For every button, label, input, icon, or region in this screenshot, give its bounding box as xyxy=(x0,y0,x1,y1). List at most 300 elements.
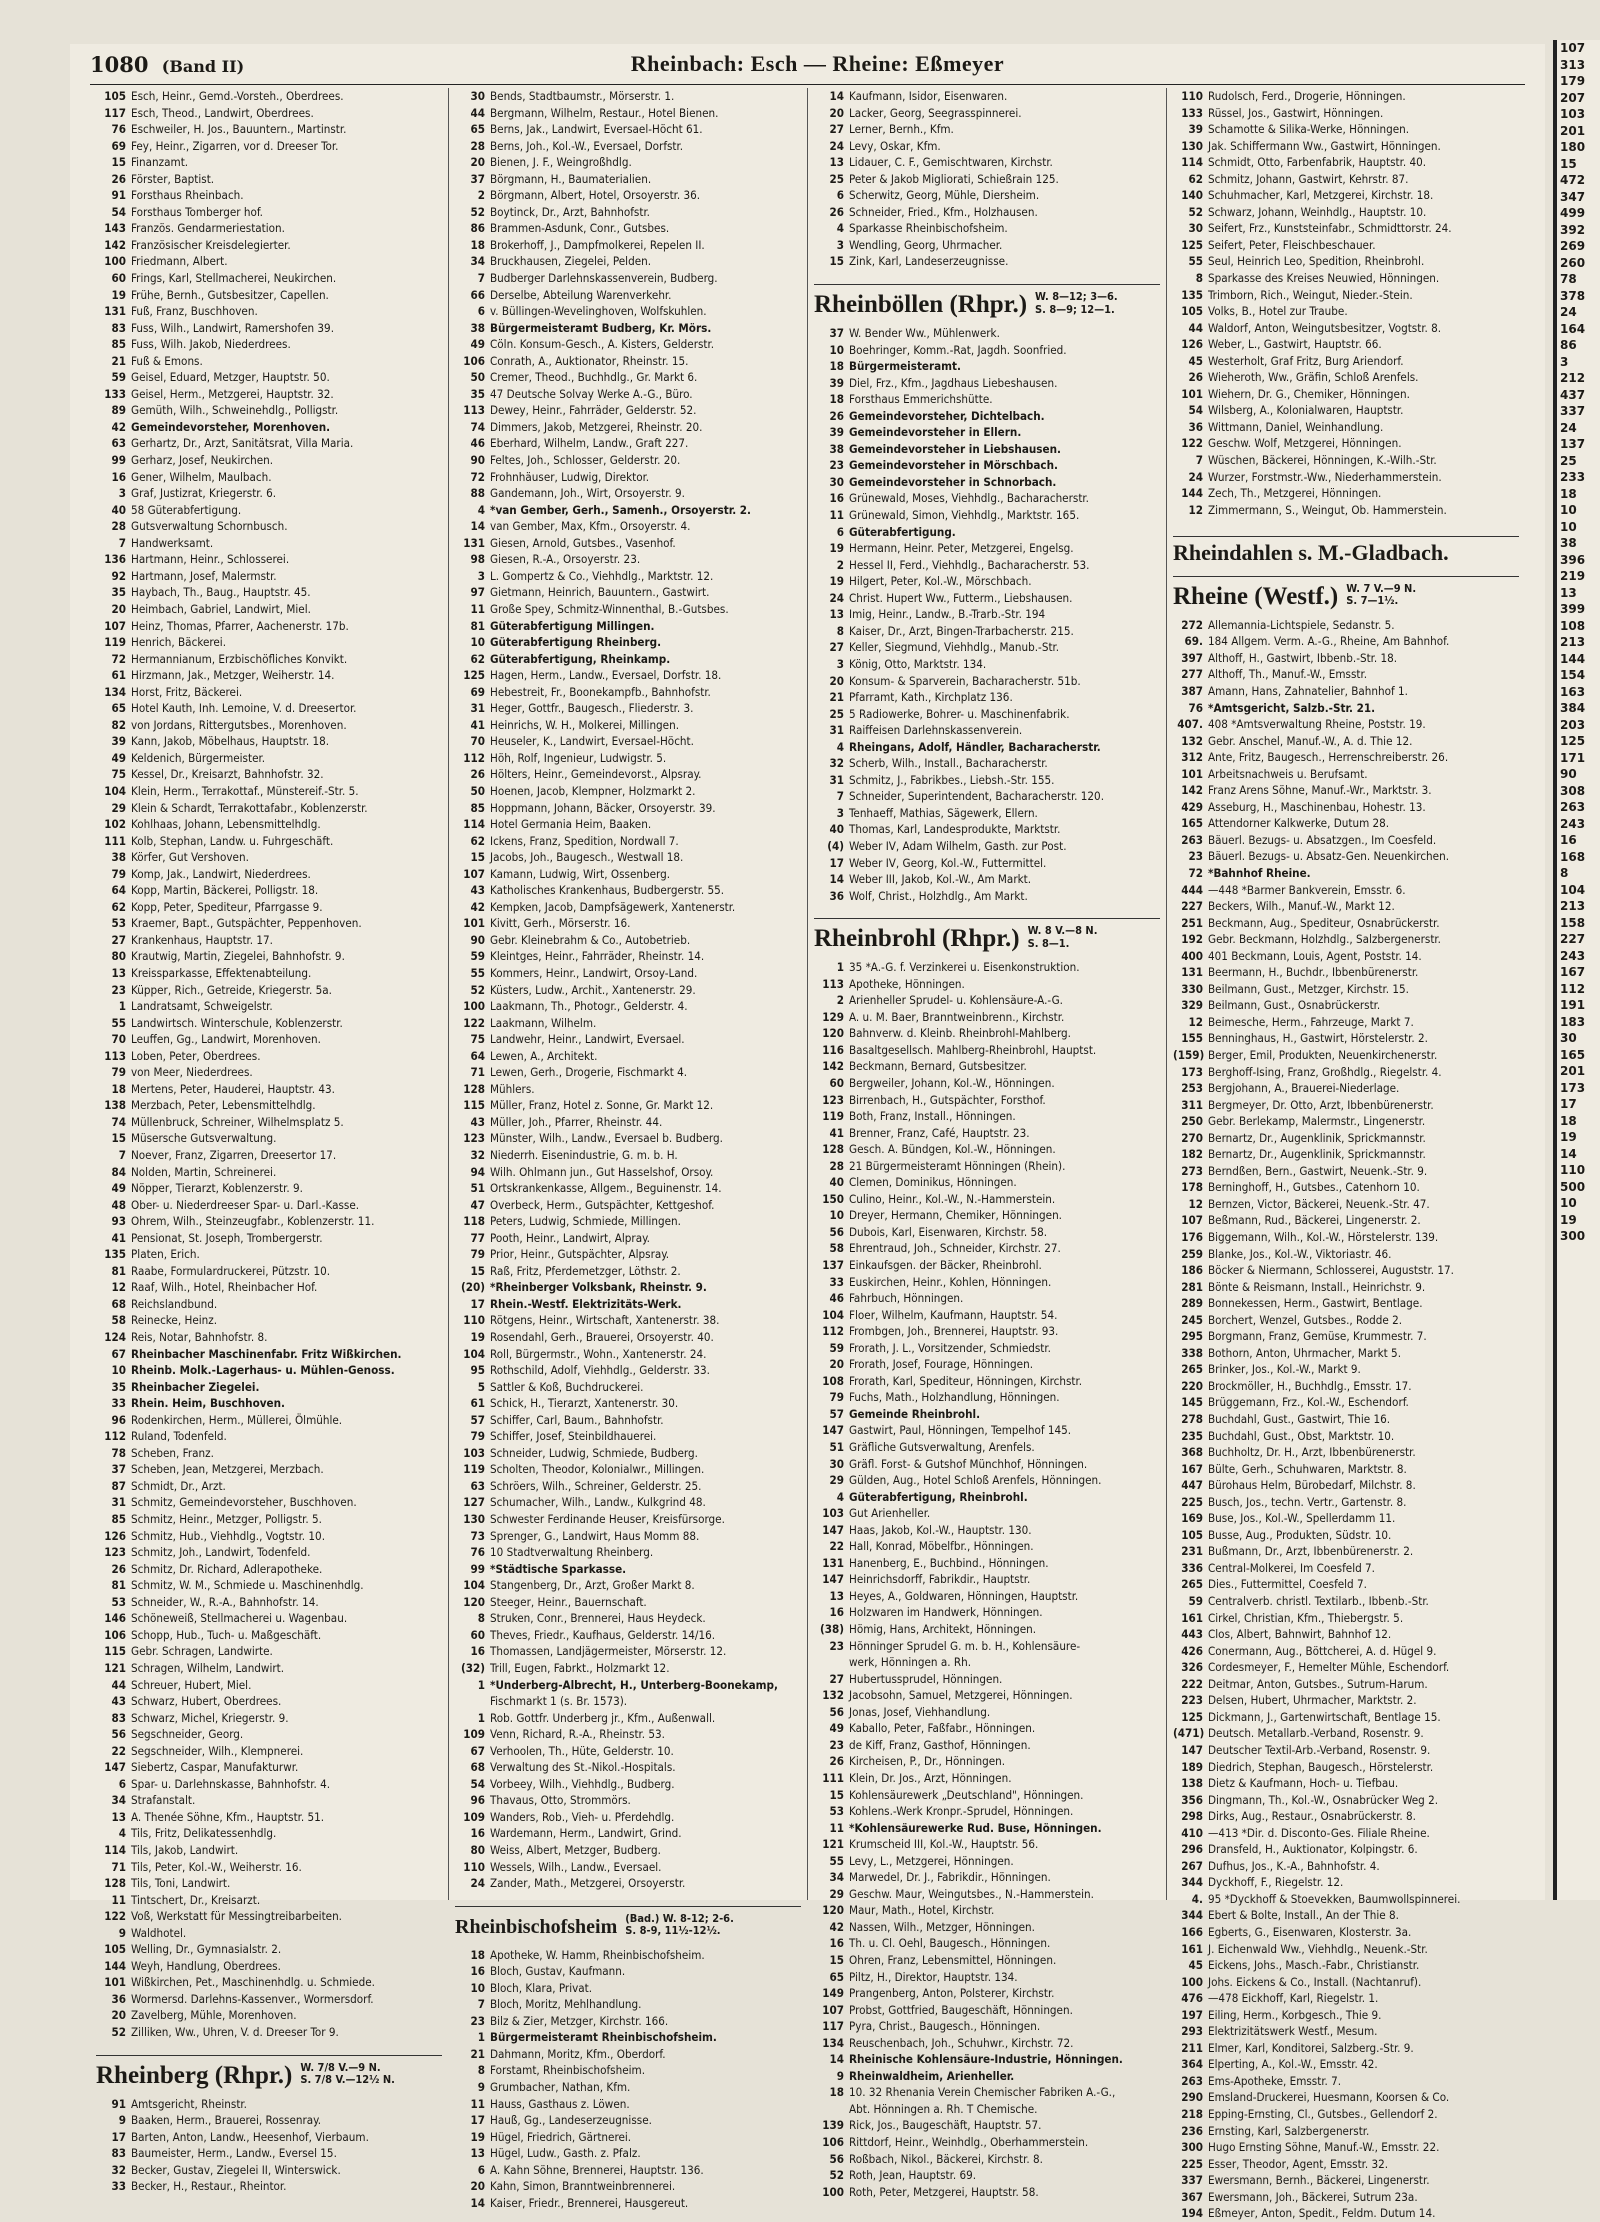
directory-entry xyxy=(96,2162,442,2179)
phone-number: 6 xyxy=(836,188,844,203)
subscriber-name: 184 Allgem. Verm. A.-G., Rheine, Am Bahnhof. xyxy=(1208,634,1450,649)
subscriber-name: Borgmann, Franz, Gemüse, Krummestr. 7. xyxy=(1208,1329,1427,1344)
subscriber-name: Heimbach, Gabriel, Landwirt, Miel. xyxy=(131,601,311,616)
directory-entry xyxy=(1173,105,1519,122)
phone-number: 30 xyxy=(470,89,485,103)
directory-entry xyxy=(96,866,442,883)
directory-entry xyxy=(814,1240,1160,1257)
subscriber-name: Dransfeld, H., Auktionator, Kolpingstr. 6. xyxy=(1208,1842,1418,1857)
phone-number: 105 xyxy=(104,89,126,103)
phone-number: 137 xyxy=(822,1258,844,1272)
phone-number: 105 xyxy=(104,1942,126,1957)
phone-number: 3 xyxy=(836,805,844,820)
phone-number: 39 xyxy=(111,734,126,749)
phone-number: 120 xyxy=(822,1903,844,1918)
subscriber-name: Bürohaus Helm, Bürobedarf, Milchstr. 8. xyxy=(1208,1478,1416,1493)
subscriber-name: Conrath, A., Auktionator, Rheinstr. 15. xyxy=(490,353,689,368)
directory-entry xyxy=(814,788,1160,805)
directory-entry xyxy=(814,1058,1160,1075)
subscriber-name: Becker, H., Restaur., Rheintor. xyxy=(131,2179,287,2194)
phone-number: 62 xyxy=(470,651,485,666)
subscriber-name: Zech, Th., Metzgerei, Hönningen. xyxy=(1208,486,1382,501)
phone-number: 55 xyxy=(111,1015,126,1030)
directory-entry xyxy=(455,833,801,850)
subscriber-name: Sparkasse des Kreises Neuwied, Hönningen. xyxy=(1208,271,1440,286)
directory-entry xyxy=(1173,1990,1519,2007)
subscriber-name: Schwarz, Johann, Weinhdlg., Hauptstr. 10. xyxy=(1208,204,1427,219)
subscriber-name: Peter & Jakob Migliorati, Schießrain 125. xyxy=(849,171,1059,186)
column-3 xyxy=(808,88,1167,2199)
subscriber-name: Fuß, Franz, Buschhoven. xyxy=(131,304,258,319)
directory-entry xyxy=(1173,1179,1519,1196)
phone-number: 74 xyxy=(111,1114,126,1129)
phone-number: 298 xyxy=(1181,1809,1203,1824)
directory-entry xyxy=(1173,1361,1519,1378)
subscriber-name: 58 Güterabfertigung. xyxy=(131,502,242,517)
subscriber-name: Seifert, Peter, Fleischbeschauer. xyxy=(1208,237,1376,252)
phone-number: 59 xyxy=(111,370,126,385)
subscriber-name: Heinrichs, W. H., Molkerei, Millingen. xyxy=(490,717,680,732)
phone-number: 92 xyxy=(111,568,126,583)
subscriber-name: Krankenhaus, Hauptstr. 17. xyxy=(131,932,273,947)
directory-entry xyxy=(814,1307,1160,1324)
subscriber-name: Pensionat, St. Joseph, Trombergerstr. xyxy=(131,1230,323,1245)
subscriber-name: Bends, Stadtbaumstr., Mörserstr. 1. xyxy=(490,89,675,103)
directory-entry xyxy=(1173,848,1519,865)
subscriber-name: Klein, Herm., Terrakottaf., Münstereif.-Str. 5. xyxy=(131,783,359,798)
subscriber-name: Segschneider, Georg. xyxy=(131,1727,244,1742)
phone-number: 344 xyxy=(1181,1908,1203,1923)
subscriber-name: Centralverb. christl. Textilarb., Ibbenb.-Str. xyxy=(1208,1594,1429,1609)
phone-number: 22 xyxy=(111,1743,126,1758)
phone-number: 69 xyxy=(470,684,485,699)
directory-entry xyxy=(814,1803,1160,1820)
directory-entry xyxy=(1173,386,1519,403)
phone-number: 81 xyxy=(111,1263,126,1278)
subscriber-name: Probst, Gottfried, Baugeschäft, Hönningen. xyxy=(849,2002,1073,2017)
phone-number: 23 xyxy=(829,1737,844,1752)
directory-entry xyxy=(455,1031,801,1048)
directory-entry xyxy=(814,2101,1160,2118)
phone-number: 19 xyxy=(829,541,844,556)
phone-number: 117 xyxy=(104,105,126,120)
phone-number: 22 xyxy=(829,1539,844,1554)
directory-entry xyxy=(455,2129,801,2146)
subscriber-name: Piltz, H., Direktor, Hauptstr. 134. xyxy=(849,1969,1018,1984)
subscriber-name: Seifert, Frz., Kunststeinfabr., Schmidttorstr. 24. xyxy=(1208,221,1452,236)
phone-number: 79 xyxy=(111,1065,126,1080)
subscriber-name: Reuschenbach, Joh., Schuhwr., Kirchstr. 72. xyxy=(849,2035,1074,2050)
directory-entry xyxy=(1173,1130,1519,1147)
directory-entry xyxy=(455,1395,801,1412)
phone-number: 65 xyxy=(470,122,485,137)
adjacent-page-number: 158 xyxy=(1560,915,1586,930)
directory-entry xyxy=(96,320,442,337)
phone-number: 7 xyxy=(118,1148,126,1162)
directory-entry xyxy=(1173,2205,1519,2222)
subscriber-name: Tils, Jakob, Landwirt. xyxy=(131,1842,239,1857)
directory-entry xyxy=(1173,2089,1519,2106)
phone-number: 166 xyxy=(1181,1924,1203,1939)
phone-number: 251 xyxy=(1181,915,1203,930)
adjacent-page-number: 165 xyxy=(1560,1047,1586,1062)
phone-number: 100 xyxy=(104,254,126,269)
phone-number: 100 xyxy=(463,999,485,1014)
directory-entry xyxy=(1173,1759,1519,1776)
subscriber-name: Arienheller Sprudel- u. Kohlensäure-A.-G. xyxy=(849,993,1063,1008)
phone-number: 27 xyxy=(829,640,844,655)
subscriber-name: Gemeindevorsteher in Schnorbach. xyxy=(849,474,1057,489)
directory-entry xyxy=(1173,2189,1519,2206)
directory-entry xyxy=(96,1031,442,1048)
subscriber-name: Kann, Jakob, Möbelhaus, Hauptstr. 18. xyxy=(131,734,330,749)
city-heading-rheine xyxy=(1173,576,1519,611)
subscriber-name: Hauss, Gasthaus z. Löwen. xyxy=(490,2096,630,2111)
phone-number: 100 xyxy=(1181,1974,1203,1989)
directory-entry xyxy=(1173,1146,1519,1163)
directory-entry xyxy=(814,573,1160,590)
subscriber-name: Deutscher Textil-Arb.-Verband, Rosenstr. 9. xyxy=(1208,1742,1431,1757)
subscriber-name: Eiling, Herm., Korbgesch., Thie 9. xyxy=(1208,2007,1382,2022)
phone-number: 21 xyxy=(111,353,126,368)
phone-number: 101 xyxy=(104,1975,126,1990)
directory-entry xyxy=(1173,766,1519,783)
subscriber-name: Steeger, Heinr., Bauernschaft. xyxy=(490,1594,647,1609)
directory-entry xyxy=(455,1710,801,1727)
phone-number: 104 xyxy=(822,1307,844,1322)
directory-entry xyxy=(814,722,1160,739)
phone-number: 126 xyxy=(104,1528,126,1543)
subscriber-name: Raiffeisen Darlehnskassenverein. xyxy=(849,723,1023,738)
phone-number: 24 xyxy=(829,138,844,153)
phone-number: 76 xyxy=(111,122,126,137)
page-number-value: 1080 xyxy=(90,51,149,77)
directory-entry xyxy=(814,524,1160,541)
phone-number: 80 xyxy=(470,1842,485,1857)
subscriber-name: Beimesche, Herm., Fahrzeuge, Markt 7. xyxy=(1208,1014,1414,1029)
hours-weekday: W. 7/8 V.—9 N. xyxy=(300,2060,381,2074)
phone-number: 18 xyxy=(470,1947,485,1962)
phone-number: 96 xyxy=(111,1412,126,1427)
directory-entry xyxy=(814,1323,1160,1340)
directory-entry xyxy=(96,452,442,469)
phone-number: 40 xyxy=(829,1175,844,1190)
directory-entry xyxy=(96,849,442,866)
directory-entry xyxy=(1173,2139,1519,2156)
directory-entry xyxy=(96,1048,442,1065)
subscriber-name: Förster, Baptist. xyxy=(131,171,215,186)
directory-entry xyxy=(814,2035,1160,2052)
subscriber-name: Einkaufsgen. der Bäcker, Rheinbrohl. xyxy=(849,1258,1042,1272)
adjacent-page-number: 213 xyxy=(1560,899,1586,913)
subscriber-name: Hügel, Friedrich, Gärtnerei. xyxy=(490,2129,632,2144)
directory-entry xyxy=(96,766,442,783)
subscriber-name: Fuss, Wilh. Jakob, Niederdrees. xyxy=(131,337,291,352)
city-name: Rheine (Westf.) xyxy=(1173,582,1339,610)
subscriber-name: Brokerhoff, J., Dampfmolkerei, Repelen II. xyxy=(490,237,705,252)
directory-entry xyxy=(455,535,801,552)
phone-number: 91 xyxy=(111,188,126,203)
city-name: Rheinberg (Rhpr.) xyxy=(96,2061,293,2089)
subscriber-name: Vorbeey, Wilh., Viehhdlg., Budberg. xyxy=(490,1776,675,1791)
subscriber-name: Berninghoff, H., Gutsbes., Catenhorn 10. xyxy=(1208,1180,1420,1195)
directory-entry xyxy=(455,1792,801,1809)
phone-number: 23 xyxy=(829,458,844,473)
phone-number: 245 xyxy=(1181,1312,1203,1327)
subscriber-name: —413 *Dir. d. Disconto-Ges. Filiale Rheine. xyxy=(1208,1825,1430,1840)
subscriber-name: 401 Beckmann, Louis, Agent, Poststr. 14. xyxy=(1208,948,1422,963)
directory-entry xyxy=(814,1290,1160,1307)
directory-entry xyxy=(814,1787,1160,1804)
phone-number: 133 xyxy=(1181,105,1203,120)
phone-number: (38) xyxy=(819,1622,844,1637)
adjacent-page-number: 168 xyxy=(1560,849,1586,864)
subscriber-name: Merzbach, Peter, Lebensmittelhdlg. xyxy=(131,1098,316,1113)
directory-entry xyxy=(1173,2023,1519,2040)
directory-entry xyxy=(1173,402,1519,419)
phone-number: 1 xyxy=(477,1710,485,1725)
directory-entry xyxy=(1173,1444,1519,1461)
directory-entry xyxy=(1173,1328,1519,1345)
phone-number: 6 xyxy=(836,524,844,539)
directory-entry xyxy=(814,1671,1160,1688)
directory-entry xyxy=(1173,815,1519,832)
phone-number: 13 xyxy=(111,965,126,980)
phone-number: 67 xyxy=(111,1346,126,1361)
directory-entry xyxy=(814,2117,1160,2134)
subscriber-name: Ruland, Todenfeld. xyxy=(131,1429,227,1444)
directory-entry xyxy=(814,1571,1160,1588)
adjacent-page-number: 8 xyxy=(1560,866,1569,880)
subscriber-name: Gemeindevorsteher in Mörschbach. xyxy=(849,458,1059,473)
phone-number: 104 xyxy=(463,1578,485,1593)
directory-entry xyxy=(96,1743,442,1760)
subscriber-name: Hessel II, Ferd., Viehhdlg., Bacharacherstr. 53. xyxy=(849,557,1090,572)
subscriber-name: Ohrem, Wilh., Steinzeugfabr., Koblenzerstr. 11. xyxy=(131,1214,375,1229)
phone-number: 235 xyxy=(1181,1428,1203,1443)
directory-entry xyxy=(96,1842,442,1859)
phone-number: 46 xyxy=(829,1291,844,1306)
directory-entry xyxy=(96,2145,442,2162)
subscriber-name: Bonnekessen, Herm., Gastwirt, Bentlage. xyxy=(1208,1296,1423,1311)
subscriber-name: Struken, Conr., Brennerei, Haus Heydeck. xyxy=(490,1611,706,1626)
subscriber-name: Frombgen, Joh., Brennerei, Hauptstr. 93. xyxy=(849,1324,1059,1339)
phone-number: 44 xyxy=(111,1677,126,1692)
subscriber-name: Euskirchen, Heinr., Kohlen, Hönningen. xyxy=(849,1274,1052,1289)
subscriber-name: Hartmann, Josef, Malermstr. xyxy=(131,568,277,583)
directory-entry xyxy=(814,358,1160,375)
phone-number: 312 xyxy=(1181,750,1203,765)
subscriber-name: Gebr. Kleinebrahm & Co., Autobetrieb. xyxy=(490,932,691,947)
phone-number: 107 xyxy=(104,618,126,633)
directory-entry xyxy=(1173,948,1519,965)
directory-entry xyxy=(1173,154,1519,171)
subscriber-name: Heger, Gottfr., Baugesch., Fliederstr. 3. xyxy=(490,701,694,716)
directory-entry xyxy=(96,1180,442,1197)
phone-number: 54 xyxy=(470,1776,485,1791)
directory-entry xyxy=(814,673,1160,690)
directory-entry xyxy=(1173,1097,1519,1114)
subscriber-name: Beermann, H., Buchdr., Ibbenbürenerstr. xyxy=(1208,965,1419,980)
phone-number: 15 xyxy=(470,850,485,865)
directory-entry xyxy=(455,1164,801,1181)
subscriber-name: Schmidt, Dr., Arzt. xyxy=(131,1478,226,1493)
phone-number: 11 xyxy=(470,2096,485,2111)
directory-entry xyxy=(96,1362,442,1379)
phone-number: 76 xyxy=(1188,700,1203,715)
directory-entry xyxy=(814,1025,1160,1042)
subscriber-name: Lacker, Georg, Seegrasspinnerei. xyxy=(849,105,1022,120)
subscriber-name: Bäuerl. Bezugs- u. Absatz-Gen. Neuenkirchen. xyxy=(1208,849,1450,864)
phone-number: 58 xyxy=(111,1313,126,1328)
subscriber-name: Frohnhäuser, Ludwig, Direktor. xyxy=(490,469,650,484)
directory-entry xyxy=(1173,1477,1519,1494)
phone-number: 85 xyxy=(470,800,485,815)
subscriber-name: Scheben, Jean, Metzgerei, Merzbach. xyxy=(131,1462,324,1477)
directory-entry xyxy=(455,2112,801,2129)
subscriber-name: Bürgermeisteramt. xyxy=(849,359,962,374)
phone-number: 23 xyxy=(470,2013,485,2028)
subscriber-name: Fey, Heinr., Zigarren, vor d. Dreeser Tor. xyxy=(131,138,339,153)
subscriber-name: Boehringer, Komm.-Rat, Jagdh. Soonfried. xyxy=(849,342,1067,357)
phone-number: 3 xyxy=(836,656,844,671)
phone-number: 289 xyxy=(1181,1296,1203,1311)
adjacent-page-number: 108 xyxy=(1560,618,1586,633)
directory-entry xyxy=(455,800,801,817)
phone-number: 173 xyxy=(1181,1064,1203,1079)
subscriber-name: Haybach, Th., Baug., Hauptstr. 45. xyxy=(131,585,311,600)
directory-entry xyxy=(96,618,442,635)
phone-number: 4 xyxy=(836,739,844,754)
subscriber-name: Heuseler, K., Landwirt, Eversael-Höcht. xyxy=(490,734,694,749)
phone-number: 36 xyxy=(829,888,844,903)
phone-number: 17 xyxy=(470,2113,485,2128)
subscriber-name: Pfarramt, Kath., Kirchplatz 136. xyxy=(849,690,1013,705)
directory-entry xyxy=(96,535,442,552)
phone-number: 56 xyxy=(829,1704,844,1719)
phone-number: 31 xyxy=(470,701,485,716)
subscriber-name: Ehrentraud, Joh., Schneider, Kirchstr. 27. xyxy=(849,1241,1061,1256)
phone-number: 329 xyxy=(1181,998,1203,1013)
subscriber-name: Wardemann, Herm., Landwirt, Grind. xyxy=(490,1826,682,1841)
directory-entry xyxy=(1173,1560,1519,1577)
subscriber-name: Bloch, Gustav, Kaufmann. xyxy=(490,1964,626,1979)
directory-entry xyxy=(96,1693,442,1710)
subscriber-name: Forsthaus Tomberger hof. xyxy=(131,204,263,219)
phone-number: 15 xyxy=(829,254,844,269)
subscriber-name: Frühe, Bernh., Gutsbesitzer, Capellen. xyxy=(131,287,329,302)
phone-number: 82 xyxy=(111,717,126,732)
subscriber-name: Holzwaren im Handwerk, Hönningen. xyxy=(849,1605,1043,1620)
directory-entry xyxy=(814,1820,1160,1837)
directory-entry xyxy=(814,805,1160,822)
adjacent-page-number: 154 xyxy=(1560,668,1586,682)
adjacent-page-number: 337 xyxy=(1560,404,1586,418)
phone-number: 147 xyxy=(822,1572,844,1587)
subscriber-name: Dingmann, Th., Kol.-W., Osnabrücker Weg 2. xyxy=(1208,1792,1439,1807)
directory-entry xyxy=(814,474,1160,491)
subscriber-name: Klein, Dr. Jos., Arzt, Hönningen. xyxy=(849,1770,1012,1785)
subscriber-name: Rodenkirchen, Herm., Müllerei, Ölmühle. xyxy=(131,1412,343,1427)
phone-number: 104 xyxy=(104,783,126,798)
subscriber-name: Raabe, Formulardruckerei, Pützstr. 10. xyxy=(131,1263,331,1278)
phone-number: 20 xyxy=(470,155,485,170)
subscriber-name: Französischer Kreisdelegierter. xyxy=(131,237,291,252)
subscriber-name: Apotheke, W. Hamm, Rheinbischofsheim. xyxy=(490,1947,705,1962)
subscriber-name: Wüschen, Bäckerei, Hönningen, K.-Wilh.-Str. xyxy=(1208,453,1437,468)
directory-entry xyxy=(455,402,801,419)
directory-entry xyxy=(1173,1941,1519,1958)
adjacent-page-number: 110 xyxy=(1560,1163,1586,1177)
directory-entry xyxy=(814,1737,1160,1754)
subscriber-name: Gülden, Aug., Hotel Schloß Arenfels, Hönningen. xyxy=(849,1473,1102,1488)
phone-number: 1 xyxy=(477,1677,485,1692)
subscriber-name: Kempken, Jacob, Dampfsägewerk, Xantenerstr. xyxy=(490,899,736,914)
directory-entry xyxy=(96,1809,442,1826)
subscriber-name: Platen, Erich. xyxy=(131,1247,200,1262)
directory-entry xyxy=(1173,1907,1519,1924)
subscriber-name: Bruckhausen, Ziegelei, Pelden. xyxy=(490,254,652,269)
adjacent-page-number: 18 xyxy=(1560,1113,1577,1128)
subscriber-name: Schröers, Wilh., Schreiner, Gelderstr. 25. xyxy=(490,1478,702,1493)
adjacent-page-number: 384 xyxy=(1560,701,1586,715)
directory-entry xyxy=(814,1108,1160,1125)
phone-number: 15 xyxy=(111,155,126,170)
phone-number: 57 xyxy=(829,1406,844,1421)
subscriber-name: Wilh. Ohlmann jun., Gut Hasselshof, Orsoy. xyxy=(490,1164,714,1179)
subscriber-name: Both, Franz, Install., Hönningen. xyxy=(849,1109,1016,1124)
phone-number: 43 xyxy=(111,1694,126,1709)
phone-number: 112 xyxy=(463,750,485,765)
directory-entry xyxy=(1173,997,1519,1014)
directory-entry xyxy=(455,2178,801,2195)
subscriber-name: Klein & Schardt, Terrakottafabr., Koblenzerstr. xyxy=(131,800,368,815)
directory-entry xyxy=(96,800,442,817)
directory-entry xyxy=(455,2046,801,2063)
directory-entry xyxy=(1173,1825,1519,1842)
subscriber-name: Grünewald, Moses, Viehhdlg., Bacharacherstr. xyxy=(849,491,1089,506)
phone-number: 194 xyxy=(1181,2206,1203,2221)
subscriber-name: Geschw. Wolf, Metzgerei, Hönningen. xyxy=(1208,436,1402,451)
phone-number: 8 xyxy=(477,2063,485,2078)
subscriber-name: Frorath, Josef, Fourage, Hönningen. xyxy=(849,1357,1034,1372)
directory-entry xyxy=(1173,1692,1519,1709)
phone-number: 225 xyxy=(1181,1494,1203,1509)
hours-weekday: W. 8 V.—8 N. xyxy=(1027,924,1098,938)
phone-number: 80 xyxy=(111,949,126,964)
directory-entry xyxy=(1173,666,1519,683)
directory-entry xyxy=(455,915,801,932)
directory-entry xyxy=(814,1753,1160,1770)
directory-entry xyxy=(455,237,801,254)
directory-entry xyxy=(96,1577,442,1594)
phone-number: 121 xyxy=(822,1837,844,1852)
hours-weekday: W. 8—12; 3—6. xyxy=(1035,290,1118,304)
phone-number: 49 xyxy=(470,337,485,352)
subscriber-name: Asseburg, H., Maschinenbau, Hohestr. 13. xyxy=(1208,799,1426,814)
adjacent-page-number: 212 xyxy=(1560,371,1586,385)
phone-number: 60 xyxy=(111,271,126,286)
directory-entry xyxy=(1173,1080,1519,1097)
directory-entry xyxy=(96,1544,442,1561)
adjacent-page-number: 472 xyxy=(1560,173,1586,187)
phone-number: 12 xyxy=(1188,502,1203,517)
directory-entry xyxy=(455,1693,801,1710)
phone-number: 110 xyxy=(1181,89,1203,103)
directory-entry xyxy=(1173,419,1519,436)
phone-number: 144 xyxy=(1181,486,1203,501)
phone-number: 109 xyxy=(463,1727,485,1742)
